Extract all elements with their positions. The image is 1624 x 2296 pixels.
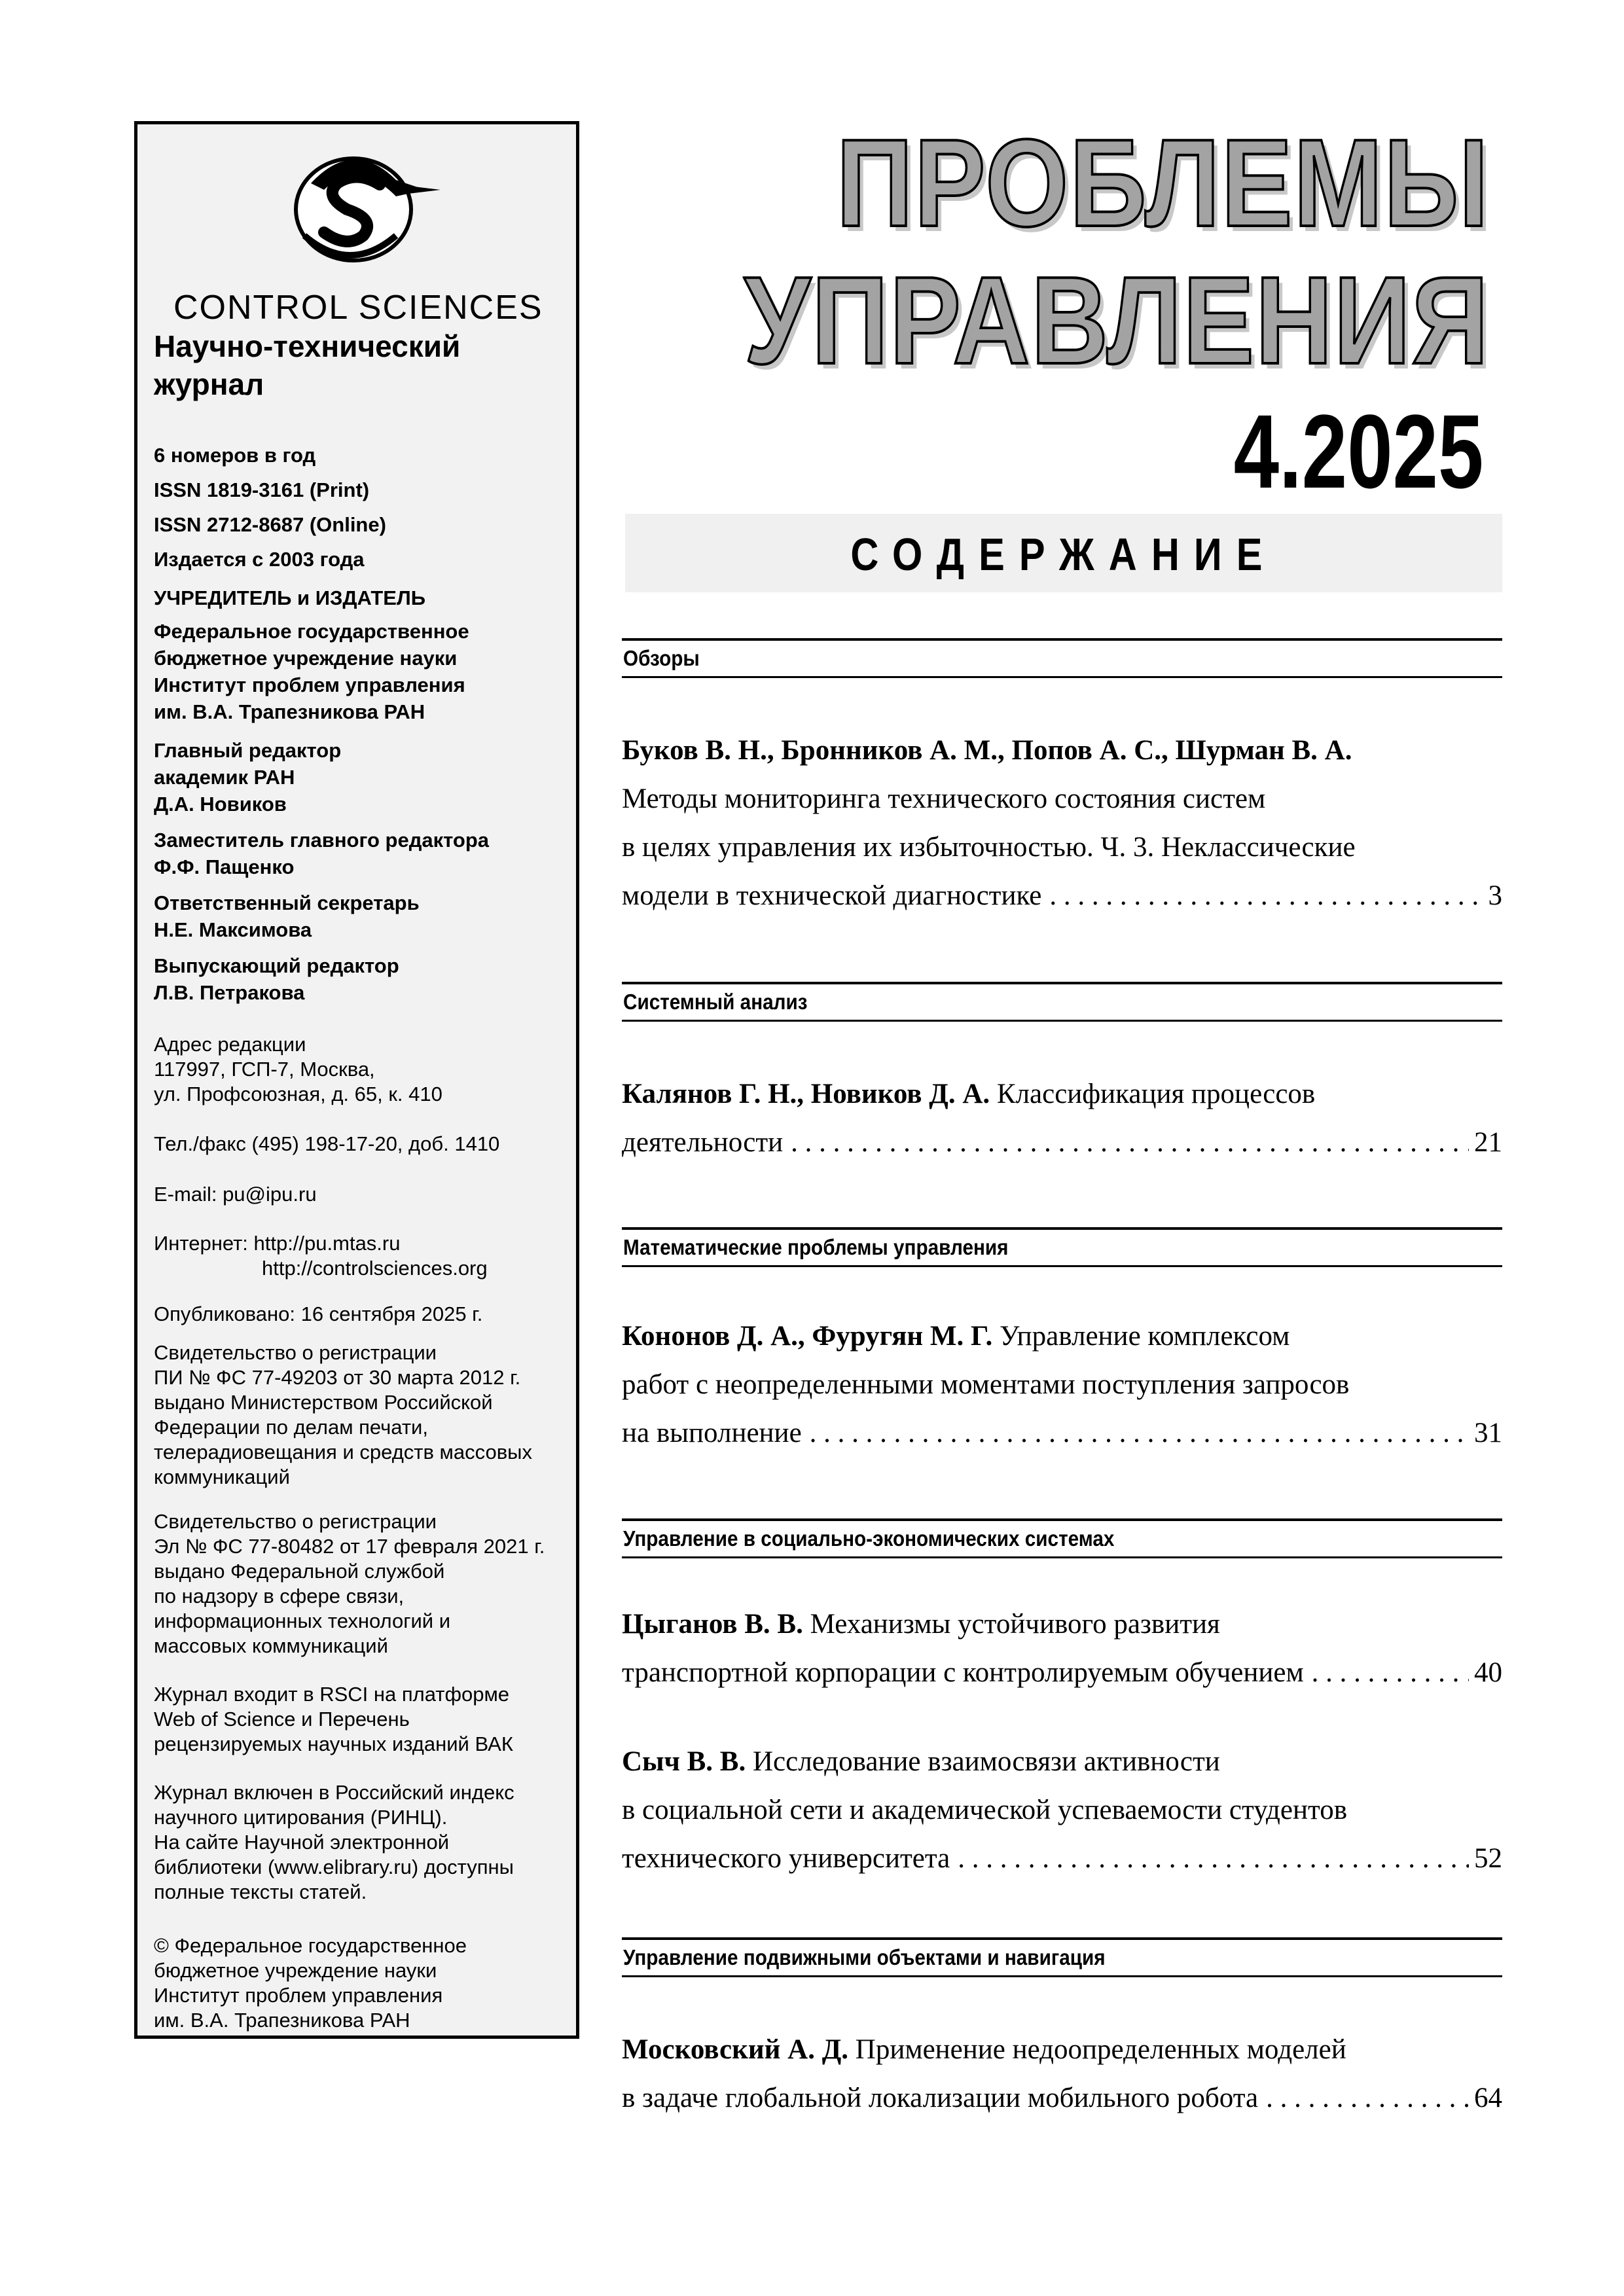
registration-online [154,1509,573,1659]
entry-first-line [622,2026,1502,2074]
rsci-block [154,1682,573,1757]
copyright-line: им. В.А. Трапезникова РАН [154,2009,410,2032]
reg-line: информационных технологий и [154,1609,451,1632]
sidebar-details [154,442,573,2042]
issn-online: ISSN 2712-8687 (Online) [154,513,386,536]
entry-title-end: технического университета [622,1843,950,1874]
entry-title-start: Применение недоопределенных моделей [848,2034,1346,2065]
rsci-line: Журнал входит в RSCI на платформе [154,1683,510,1706]
entry-title-line: в целях управления их избыточностью. Ч. 3. Неклассические [622,832,1356,863]
section-heading [622,1227,1502,1267]
contents-title: СОДЕРЖАНИЕ [850,529,1277,580]
section-heading [622,1937,1502,1977]
founder-block [154,584,573,725]
journal-title-line1: ПРОБЛЕМЫ [836,114,1490,253]
registration-print [154,1340,573,1490]
reg-line: Федерации по делам печати, [154,1416,428,1439]
entry-title-start: Классификация процессов [990,1079,1316,1109]
toc-entry[interactable] [622,1312,1502,1458]
reg-line: телерадиовещания и средств массовых [154,1441,532,1463]
rinc-line: Журнал включен в Российский индекс [154,1781,514,1804]
control-sciences-logo [285,144,442,275]
entry-first-line [622,1738,1502,1786]
frequency: 6 номеров в год [154,444,316,467]
entry-last-line [622,1119,1502,1167]
entry-title-start: Механизмы устойчивого развития [803,1609,1220,1640]
toc-entry[interactable] [622,1738,1502,1883]
entry-page: 31 [1474,1418,1502,1448]
journal-title-line2: УПРАВЛЕНИЯ [744,251,1490,390]
founder-line: Институт проблем управления [154,673,465,696]
entry-title-line: Методы мониторинга технического состояния систем [622,783,1266,814]
section-heading-text: Математические проблемы управления [623,1235,1009,1259]
internet-block [154,1231,573,1281]
entry-authors: Буков В. Н., Бронников А. М., Попов А. С., Шурман В. А. [622,735,1352,766]
entry-last-line [622,1409,1502,1458]
entry-page: 3 [1488,880,1502,911]
reg-line: коммуникаций [154,1465,290,1488]
since-year: Издается с 2003 года [154,548,365,571]
entry-authors: Сыч В. В. [622,1746,746,1777]
reg-line: выдано Федеральной службой [154,1560,445,1583]
editor-line: академик РАН [154,766,295,789]
entry-title-start: Управление комплексом [992,1321,1290,1352]
rinc-line: научного цитирования (РИНЦ). [154,1806,448,1829]
founder-label: УЧРЕДИТЕЛЬ и ИЗДАТЕЛЬ [154,586,425,609]
section-heading [622,982,1502,1022]
deputy-line: Ф.Ф. Пащенко [154,855,295,878]
journal-type: Научно-технический журнал [154,329,461,401]
toc-entry[interactable] [622,726,1502,920]
secretary-line: Ответственный секретарь [154,891,420,914]
phone: Тел./факс (495) 198-17-20, доб. 1410 [154,1132,500,1155]
entry-last-line [622,1649,1502,1697]
entry-page: 64 [1474,2083,1502,2113]
rinc-line: библиотеки (www.elibrary.ru) доступны [154,1856,514,1878]
address-line: Адрес редакции [154,1033,306,1056]
secretary-block [154,889,573,943]
reg-line: Свидетельство о регистрации [154,1341,437,1364]
deputy-line: Заместитель главного редактора [154,829,490,852]
entry-title-start: Исследование взаимосвязи активности [746,1746,1220,1777]
entry-page: 21 [1474,1127,1502,1158]
rinc-line: полные тексты статей. [154,1880,367,1903]
leader-dots [1266,2074,1469,2123]
address-line: ул. Профсоюзная, д. 65, к. 410 [154,1083,442,1105]
rinc-block [154,1780,573,1905]
issuing-line: Л.В. Петракова [154,981,305,1004]
founder-line: бюджетное учреждение науки [154,647,458,670]
reg-line: массовых коммуникаций [154,1634,388,1657]
section-heading-text: Обзоры [623,646,700,670]
entry-last-line [622,1835,1502,1883]
entry-first-line [622,1312,1502,1361]
entry-page: 52 [1474,1843,1502,1874]
entry-first-line [622,1600,1502,1649]
entry-title-end: деятельности [622,1127,784,1158]
section-heading-text: Системный анализ [623,990,808,1014]
entry-title-end: на выполнение [622,1418,802,1448]
reg-line: по надзору в сфере связи, [154,1585,405,1607]
founder-line: Федеральное государственное [154,620,469,643]
deputy-block [154,827,573,880]
editor-block [154,737,573,817]
secretary-line: Н.Е. Максимова [154,918,312,941]
section-heading [622,1518,1502,1558]
entry-title-end: в задаче глобальной локализации мобильного робота [622,2083,1259,2113]
info-sidebar [134,121,579,2039]
copyright-line: Институт проблем управления [154,1984,443,2007]
reg-line: Эл № ФС 77-80482 от 17 февраля 2021 г. [154,1535,545,1558]
entry-authors: Кононов Д. А., Фуругян М. Г. [622,1321,993,1352]
section-heading [622,638,1502,678]
leader-dots [791,1119,1469,1167]
copyright-line: бюджетное учреждение науки [154,1959,437,1982]
leader-dots [810,1409,1469,1458]
section-heading-text: Управление в социально-экономических системах [623,1526,1115,1551]
published-date: Опубликовано: 16 сентября 2025 г. [154,1302,483,1325]
reg-line: выдано Министерством Российской [154,1391,493,1414]
rsci-line: Web of Science и Перечень [154,1708,410,1731]
rsci-line: рецензируемых научных изданий ВАК [154,1732,513,1755]
address-line: 117997, ГСП-7, Москва, [154,1058,375,1081]
leader-dots [958,1835,1469,1883]
toc-entry[interactable] [622,2026,1502,2123]
entry-title-line: в социальной сети и академической успеваемости студентов [622,1795,1348,1825]
entry-last-line [622,872,1502,920]
issue-number: 4.2025 [1233,393,1483,510]
entry-title-end: модели в технической диагностике [622,880,1042,911]
leader-dots [1049,872,1483,920]
editor-line: Д.А. Новиков [154,793,287,816]
entry-title-line: работ с неопределенными моментами поступления запросов [622,1369,1350,1400]
rinc-line: На сайте Научной электронной [154,1831,450,1854]
founder-line: им. В.А. Трапезникова РАН [154,700,425,723]
entry-page: 40 [1474,1657,1502,1688]
publication-info [154,442,573,573]
internet-primary: Интернет: http://pu.mtas.ru [154,1232,401,1255]
toc-entry[interactable] [622,1070,1502,1167]
reg-line: Свидетельство о регистрации [154,1510,437,1533]
issn-print: ISSN 1819-3161 (Print) [154,478,370,501]
copyright-block [154,1933,573,2033]
reg-line: ПИ № ФС 77-49203 от 30 марта 2012 г. [154,1366,521,1389]
entry-authors: Калянов Г. Н., Новиков Д. А. [622,1079,990,1109]
issuing-line: Выпускающий редактор [154,954,399,977]
entry-last-line [622,2074,1502,2123]
issuing-editor-block [154,952,573,1006]
brand-name: CONTROL SCIENCES [173,289,543,327]
toc-entry[interactable] [622,1600,1502,1697]
entry-authors: Московский А. Д. [622,2034,849,2065]
contents-banner [625,514,1502,592]
copyright-line: © Федеральное государственное [154,1934,467,1957]
entry-first-line [622,1070,1502,1119]
leader-dots [1312,1649,1469,1697]
internet-secondary: http://controlsciences.org [262,1257,488,1280]
section-heading-text: Управление подвижными объектами и навигация [623,1945,1106,1969]
entry-title-end: транспортной корпорации с контролируемым обучением [622,1657,1304,1688]
email: E-mail: pu@ipu.ru [154,1183,317,1206]
entry-authors: Цыганов В. В. [622,1609,803,1640]
address-block [154,1032,573,1107]
editor-line: Главный редактор [154,739,342,762]
